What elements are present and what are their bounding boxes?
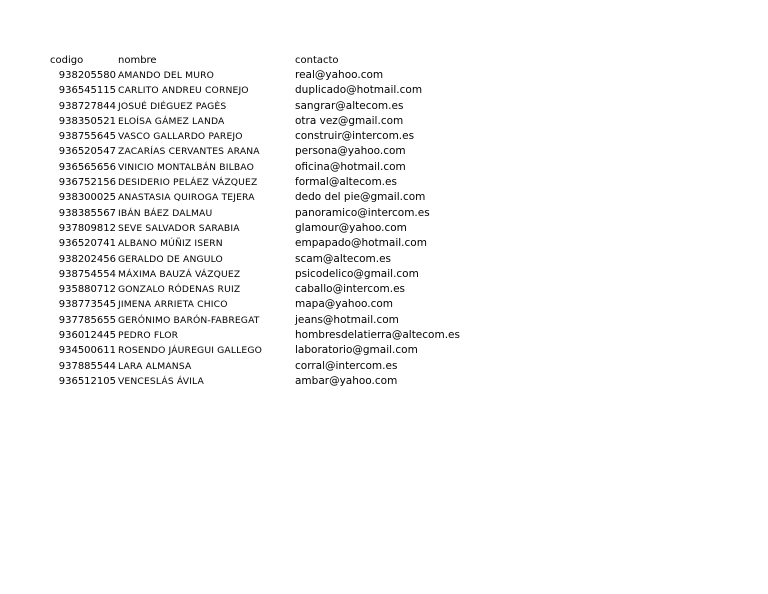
- cell-codigo: 938385567: [58, 207, 116, 219]
- table-row: [0, 99, 768, 114]
- cell-codigo: 936752156: [58, 177, 116, 189]
- cell-contacto: construir@intercom.es: [295, 130, 415, 143]
- cell-codigo: 936545115: [58, 85, 116, 97]
- cell-codigo: 937785655: [58, 314, 116, 326]
- table-row: [0, 236, 768, 251]
- table-row: [0, 144, 768, 159]
- cell-contacto: formal@altecom.es: [295, 176, 397, 189]
- cell-nombre: ANASTASIA QUIROGA TEJERA: [118, 192, 255, 204]
- cell-codigo: 938202456: [58, 253, 116, 265]
- cell-codigo: 938755645: [58, 131, 116, 143]
- table-row: [0, 297, 768, 312]
- cell-codigo: 938773545: [58, 299, 116, 311]
- header-contacto: contacto: [295, 55, 339, 66]
- table-row: [0, 359, 768, 374]
- cell-contacto: caballo@intercom.es: [295, 283, 405, 296]
- cell-contacto: mapa@yahoo.com: [295, 298, 393, 311]
- cell-contacto: otra vez@gmail.com: [295, 114, 404, 127]
- table-row: [0, 374, 768, 389]
- cell-codigo: 935880712: [58, 284, 116, 296]
- cell-contacto: persona@yahoo.com: [295, 145, 406, 158]
- table-row: [0, 190, 768, 205]
- cell-codigo: 936012445: [58, 330, 116, 342]
- cell-nombre: SEVE SALVADOR SARABIA: [118, 222, 240, 234]
- cell-contacto: sangrar@altecom.es: [295, 99, 404, 112]
- cell-contacto: glamour@yahoo.com: [295, 221, 407, 234]
- cell-nombre: VASCO GALLARDO PAREJO: [118, 131, 243, 143]
- cell-nombre: CARLITO ANDREU CORNEJO: [118, 85, 249, 97]
- cell-codigo: 936512105: [58, 375, 116, 387]
- table-row: [0, 282, 768, 297]
- cell-contacto: real@yahoo.com: [295, 69, 384, 81]
- header-nombre: nombre: [118, 55, 157, 66]
- cell-codigo: 938754554: [58, 268, 116, 280]
- cell-contacto: scam@altecom.es: [295, 252, 392, 265]
- cell-nombre: ROSENDO JÁUREGUI GALLEGO: [118, 345, 262, 357]
- table-row: [0, 129, 768, 144]
- cell-nombre: ZACARÍAS CERVANTES ARANA: [118, 146, 260, 158]
- cell-codigo: 938205580: [58, 70, 116, 81]
- table-row: [0, 68, 768, 83]
- cell-nombre: ELOÍSA GÁMEZ LANDA: [118, 115, 225, 127]
- cell-nombre: LARA ALMANSA: [118, 360, 192, 372]
- cell-nombre: MÁXIMA BAUZÁ VÁZQUEZ: [118, 268, 241, 280]
- table-row: [0, 114, 768, 129]
- cell-nombre: AMANDO DEL MURO: [118, 70, 215, 81]
- table-header: [0, 54, 768, 68]
- cell-codigo: 936565656: [58, 161, 116, 173]
- cell-nombre: JOSUÉ DIÉGUEZ PAGÈS: [118, 100, 227, 112]
- cell-nombre: VINICIO MONTALBÁN BILBAO: [118, 161, 254, 173]
- cell-codigo: 934500611: [58, 345, 116, 357]
- cell-contacto: oficina@hotmail.com: [295, 160, 406, 173]
- cell-codigo: 936520547: [58, 146, 116, 158]
- cell-codigo: 938300025: [58, 192, 116, 204]
- cell-contacto: panoramico@intercom.es: [295, 206, 430, 219]
- cell-nombre: JIMENA ARRIETA CHICO: [118, 299, 228, 311]
- cell-contacto: duplicado@hotmail.com: [295, 84, 423, 97]
- table-row: [0, 328, 768, 343]
- cell-nombre: GERALDO DE ANGULO: [118, 253, 223, 265]
- table-row: [0, 267, 768, 282]
- cell-contacto: laboratorio@gmail.com: [295, 344, 418, 357]
- cell-contacto: jeans@hotmail.com: [295, 313, 399, 326]
- cell-codigo: 938350521: [58, 115, 116, 127]
- cell-contacto: corral@intercom.es: [295, 359, 398, 372]
- cell-nombre: DESIDERIO PELÁEZ VÁZQUEZ: [118, 177, 258, 189]
- table-row: [0, 221, 768, 236]
- table-row: [0, 160, 768, 175]
- cell-codigo: 937885544: [58, 360, 116, 372]
- table-row: [0, 343, 768, 358]
- cell-contacto: psicodelico@gmail.com: [295, 267, 419, 280]
- cell-nombre: PEDRO FLOR: [118, 330, 179, 342]
- cell-nombre: GERÓNIMO BARÓN-FABREGAT: [118, 314, 260, 326]
- table-row: [0, 83, 768, 98]
- table-row: [0, 175, 768, 190]
- cell-nombre: ALBANO MÚÑIZ ISERN: [118, 238, 223, 250]
- cell-nombre: GONZALO RÓDENAS RUIZ: [118, 284, 241, 296]
- cell-contacto: ambar@yahoo.com: [295, 374, 398, 387]
- cell-codigo: 936520741: [58, 238, 116, 250]
- header-codigo: codigo: [50, 55, 84, 66]
- table-row: [0, 252, 768, 267]
- table-row: [0, 206, 768, 221]
- cell-codigo: 938727844: [58, 100, 116, 112]
- cell-contacto: empapado@hotmail.com: [295, 237, 427, 250]
- table-body: [0, 68, 768, 389]
- table-row: [0, 313, 768, 328]
- cell-contacto: dedo del pie@gmail.com: [295, 191, 426, 204]
- cell-codigo: 937809812: [58, 222, 116, 234]
- cell-contacto: hombresdelatierra@altecom.es: [295, 329, 460, 342]
- cell-nombre: VENCESLÁS ÁVILA: [118, 375, 204, 387]
- cell-nombre: IBÁN BÁEZ DALMAU: [118, 207, 213, 219]
